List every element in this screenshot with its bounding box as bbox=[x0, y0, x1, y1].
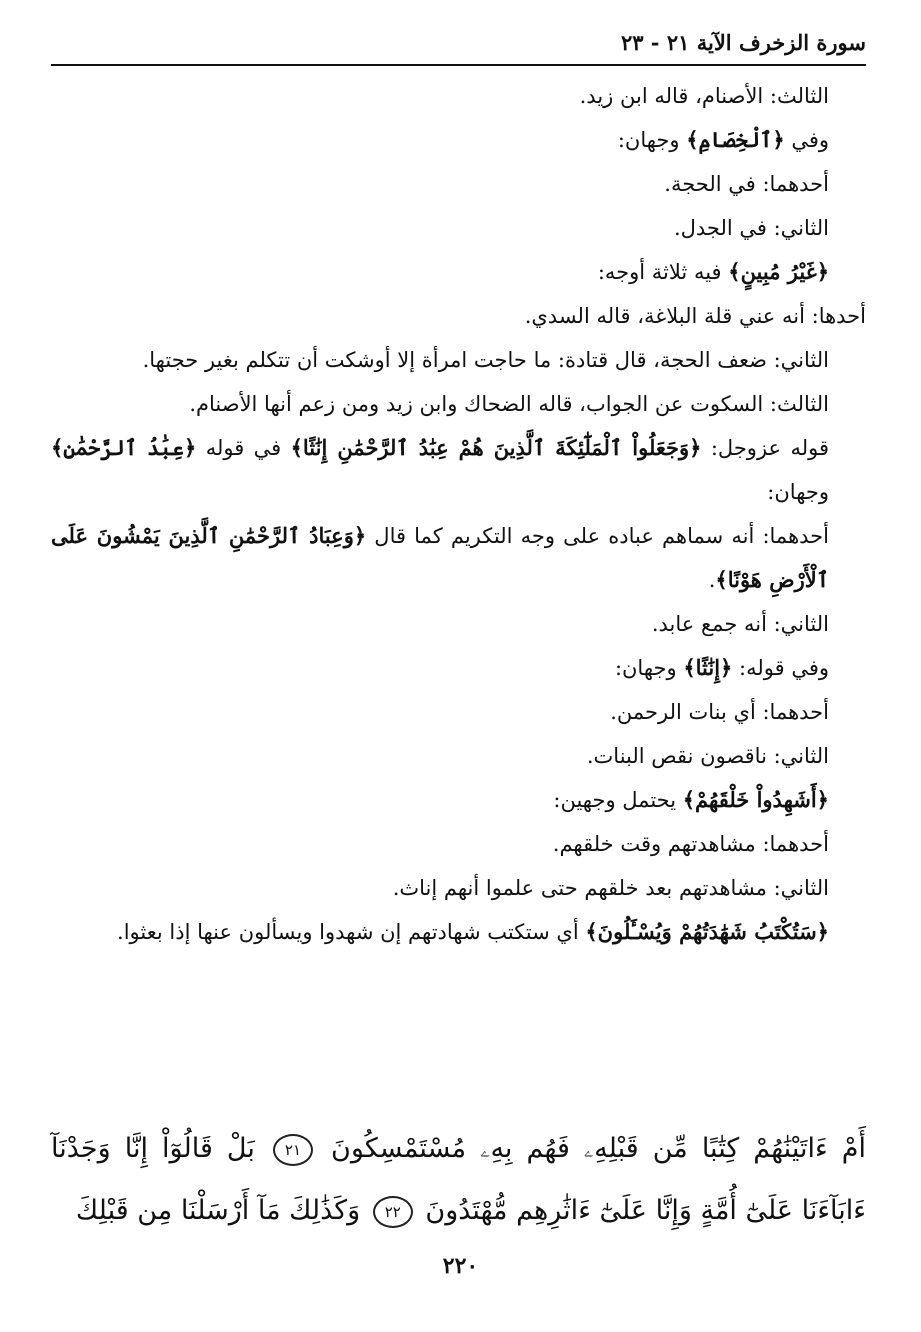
commentary-paragraph bbox=[51, 602, 866, 646]
quran-quote: ﴿إِنَٰثًا﴾ bbox=[683, 655, 733, 680]
verse-text: بَلْ قَالُوٓاْ إِنَّا وَجَدْنَآ ءَابَآءَنَا عَلَىٰٓ أُمَّةٍ وَإِنَّا عَلَىٰٓ ءَاثَٰرِهِم مُّهْتَدُونَ bbox=[51, 1133, 866, 1226]
paragraph-text: الثاني: أنه جمع عابد. bbox=[651, 612, 829, 636]
commentary-paragraph bbox=[51, 646, 866, 690]
commentary-paragraph bbox=[51, 910, 866, 954]
paragraph-text: وجهان: bbox=[767, 480, 829, 504]
commentary-paragraph bbox=[51, 426, 866, 514]
commentary-paragraph bbox=[51, 74, 866, 118]
verse-text: أَمْ ءَاتَيْنَٰهُمْ كِتَٰبًا مِّن قَبْلِهِۦ فَهُم بِهِۦ مُسْتَمْسِكُونَ bbox=[331, 1133, 866, 1164]
paragraph-text: فيه ثلاثة أوجه: bbox=[597, 260, 729, 284]
quran-verse-block bbox=[51, 1118, 866, 1242]
paragraph-text: أحدهما: أنه سماهم عباده على وجه التكريم كما قال bbox=[366, 524, 829, 548]
paragraph-text: أي ستكتب شهادتهم إن شهدوا ويسألون عنها إذا بعثوا. bbox=[117, 920, 586, 944]
paragraph-text: أحدهما: مشاهدتهم وقت خلقهم. bbox=[552, 832, 829, 856]
quran-quote: ﴿وَجَعَلُواْ ٱلْمَلَٰٓئِكَةَ ٱلَّذِينَ هُمْ عِبَٰدُ ٱلرَّحْمَٰنِ إِنَٰثًا﴾ bbox=[290, 435, 702, 460]
commentary-paragraph bbox=[51, 778, 866, 822]
paragraph-text: وفي قوله: bbox=[732, 656, 829, 680]
quran-quote: ﴿ٱلْخِصَامِ﴾ bbox=[686, 127, 785, 152]
paragraph-text: الثاني: في الجدل. bbox=[673, 216, 829, 240]
paragraph-text: الثاني: ضعف الحجة، قال قتادة: ما حاجت امرأة إلا أوشكت أن تتكلم بغير حجتها. bbox=[142, 348, 829, 372]
quran-quote: ﴿سَتُكْتَبُ شَهَٰدَتُهُمْ وَيُسْـَٔلُونَ﴾ bbox=[585, 919, 829, 944]
verse-text: وَكَذَٰلِكَ مَآ أَرْسَلْنَا مِن قَبْلِكَ bbox=[75, 1195, 361, 1226]
commentary-paragraph bbox=[51, 822, 866, 866]
commentary-paragraph bbox=[51, 250, 866, 294]
paragraph-text: الثالث: السكوت عن الجواب، قاله الضحاك وابن زيد ومن زعم أنها الأصنام. bbox=[189, 392, 829, 416]
commentary-paragraph bbox=[51, 162, 866, 206]
commentary-paragraph bbox=[51, 514, 866, 602]
commentary-paragraph bbox=[51, 206, 866, 250]
quran-quote: ﴿عِبَٰدُ ٱلرَّحْمَٰنِ﴾ bbox=[51, 435, 197, 460]
commentary-paragraph bbox=[51, 338, 866, 382]
paragraph-text: يحتمل وجهين: bbox=[553, 788, 683, 812]
paragraph-text: الثاني: مشاهدتهم بعد خلقهم حتى علموا أنهم إناث. bbox=[392, 876, 829, 900]
commentary-paragraph bbox=[51, 690, 866, 734]
paragraph-text: أحدها: أنه عني قلة البلاغة، قاله السدي. bbox=[524, 304, 866, 328]
running-head: سورة الزخرف الآية ٢١ - ٢٣ bbox=[620, 30, 866, 55]
paragraph-text: . bbox=[708, 568, 716, 592]
paragraph-text: أحدهما: أي بنات الرحمن. bbox=[610, 700, 829, 724]
quran-quote: ﴿أَشَهِدُواْ خَلْقَهُمْ﴾ bbox=[682, 787, 829, 812]
header-rule bbox=[51, 64, 866, 66]
commentary-paragraph bbox=[51, 734, 866, 778]
paragraph-text: وجهان: bbox=[617, 128, 687, 152]
ayah-number-mark: ٢١ bbox=[273, 1134, 313, 1166]
commentary-body bbox=[51, 74, 866, 954]
paragraph-text: في قوله bbox=[196, 436, 291, 460]
quran-quote: ﴿غَيْرُ مُبِينٍ﴾ bbox=[728, 259, 829, 284]
paragraph-text: وجهان: bbox=[614, 656, 684, 680]
paragraph-text: قوله عزوجل: bbox=[701, 436, 829, 460]
paragraph-text: الثاني: ناقصون نقص البنات. bbox=[586, 744, 829, 768]
commentary-paragraph bbox=[51, 382, 866, 426]
paragraph-text: وفي bbox=[784, 128, 829, 152]
quran-quote: ﴿وَعِبَادُ ٱلرَّحْمَٰنِ ٱلَّذِينَ يَمْشُونَ عَلَى ٱلْأَرْضِ هَوْنًا﴾ bbox=[51, 523, 829, 592]
ayah-number-mark: ٢٢ bbox=[373, 1196, 413, 1228]
page-number: ٢٢٠ bbox=[442, 1253, 479, 1279]
commentary-paragraph bbox=[51, 118, 866, 162]
commentary-paragraph bbox=[51, 294, 866, 338]
paragraph-text: أحدهما: في الحجة. bbox=[664, 172, 829, 196]
commentary-paragraph bbox=[51, 866, 866, 910]
paragraph-text: الثالث: الأصنام، قاله ابن زيد. bbox=[579, 84, 829, 108]
